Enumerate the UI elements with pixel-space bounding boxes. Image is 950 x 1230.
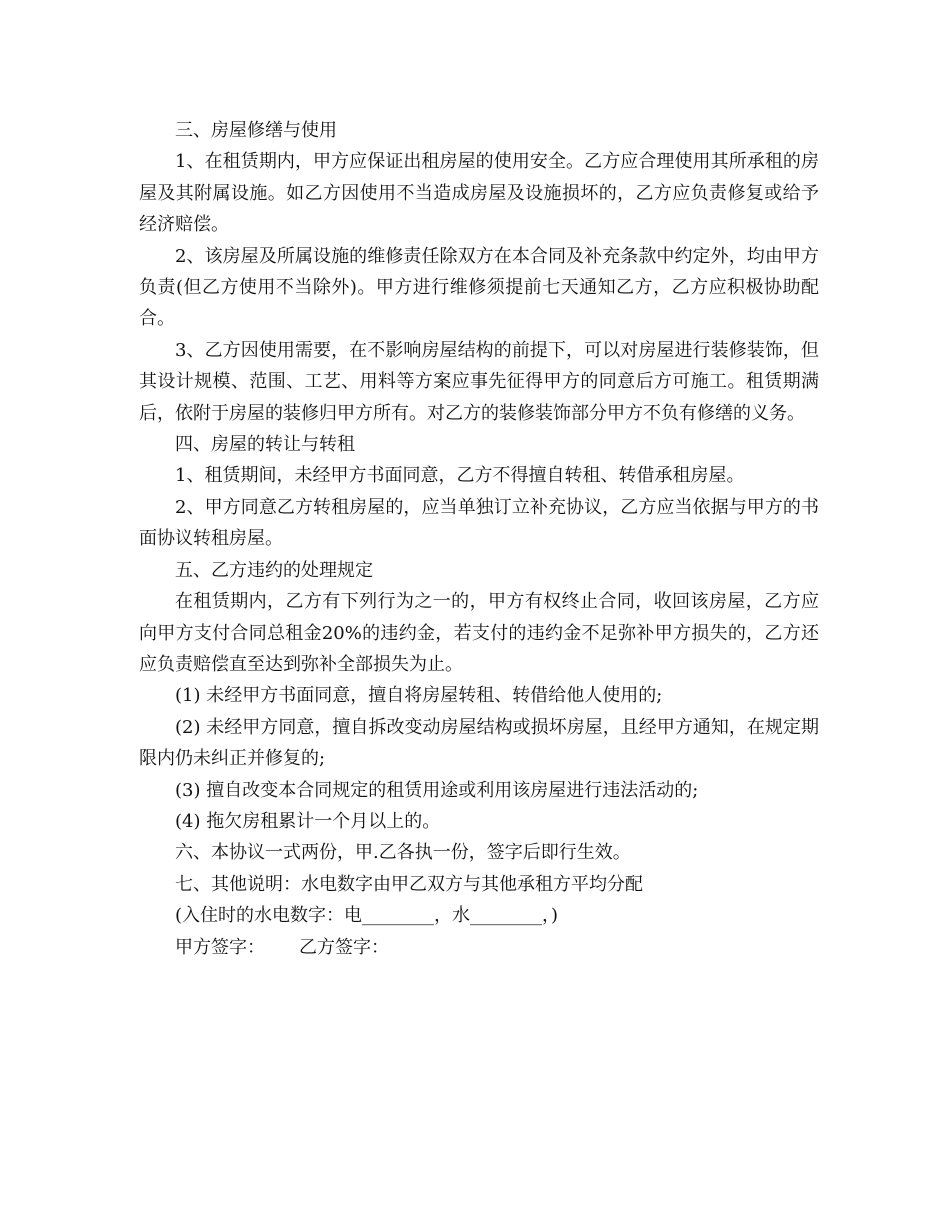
clause-breach-item-4: (4) 拖欠房租累计一个月以上的。	[175, 810, 441, 832]
contract-body	[139, 115, 819, 963]
clause-repair-1: 1、在租赁期内，甲方应保证出租房屋的使用安全。乙方应合理使用其所承租的房屋及其附属设施。如乙方因使用不当造成房屋及设施损坏的，乙方应负责修复或给予经济赔偿。	[139, 151, 819, 236]
clause-breach-intro: 在租赁期内，乙方有下列行为之一的，甲方有权终止合同，收回该房屋，乙方应向甲方支付合同总租金20%的违约金，若支付的违约金不足弥补甲方损失的，乙方还应负责赔偿直至达到弥补全部损失为止。	[139, 591, 819, 675]
utility-readings: (入住时的水电数字：电________，水________，)	[175, 905, 559, 927]
clause-transfer-2: 2、甲方同意乙方转租房屋的，应当单独订立补充协议，乙方应当依据与甲方的书面协议转租房屋。	[139, 496, 819, 550]
clause-transfer-1: 1、租赁期间，未经甲方书面同意，乙方不得擅自转租、转借承租房屋。	[175, 465, 745, 487]
party-b-signature-label: 乙方签字：	[299, 936, 389, 958]
party-a-signature-label: 甲方签字：	[175, 936, 265, 958]
signature-line	[139, 932, 819, 963]
clause-breach-item-1: (1) 未经甲方书面同意，擅自将房屋转租、转借给他人使用的;	[175, 685, 663, 707]
clause-repair-2: 2、该房屋及所属设施的维修责任除双方在本合同及补充条款中约定外，均由甲方负责(但乙方使用不当除外)。甲方进行维修须提前七天通知乙方，乙方应积极协助配合。	[139, 245, 819, 330]
section-heading-breach: 五、乙方违约的处理规定	[175, 559, 373, 581]
section-heading-repair: 三、房屋修缮与使用	[175, 120, 337, 141]
clause-copies: 六、本协议一式两份，甲.乙各执一份，签字后即行生效。	[175, 842, 631, 864]
clause-other-notes: 七、其他说明：水电数字由甲乙双方与其他承租方平均分配	[175, 873, 643, 895]
section-heading-transfer: 四、房屋的转让与转租	[175, 434, 355, 456]
clause-breach-item-3: (3) 擅自改变本合同规定的租赁用途或利用该房屋进行违法活动的;	[175, 779, 699, 801]
clause-breach-item-2: (2) 未经甲方同意，擅自拆改变动房屋结构或损坏房屋，且经甲方通知，在规定期限内仍未纠正并修复的;	[139, 716, 819, 770]
clause-repair-3: 3、乙方因使用需要，在不影响房屋结构的前提下，可以对房屋进行装修装饰，但其设计规模、范围、工艺、用料等方案应事先征得甲方的同意后方可施工。租赁期满后，依附于房屋的装修归甲方所有。对乙方的装修装饰部分甲方不负有修缮的义务。	[139, 339, 819, 424]
